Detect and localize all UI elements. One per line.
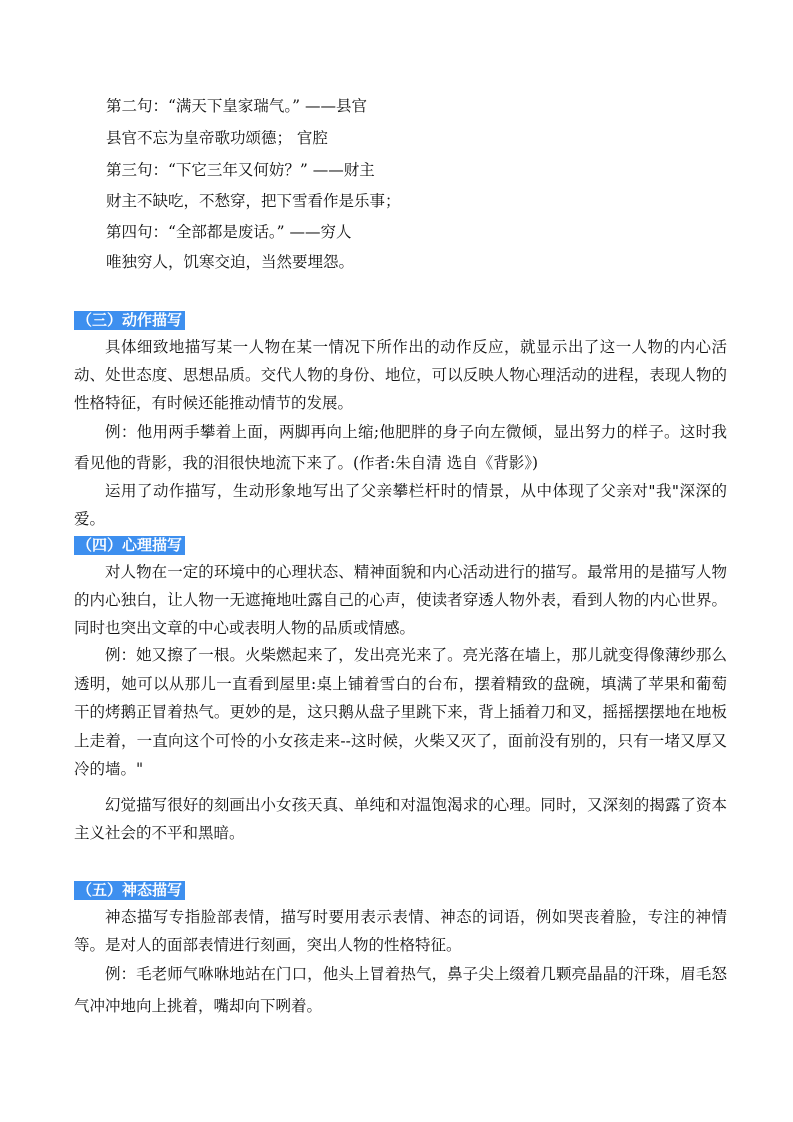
section-comment: 运用了动作描写，生动形象地写出了父亲攀栏杆时的情景，从中体现了父亲对"我"深深的爱。 xyxy=(74,482,727,528)
section-heading-psychology: （四）心理描写 xyxy=(74,536,185,555)
section-heading-expression: （五）神态描写 xyxy=(74,881,185,900)
section-definition: 神态描写专指脸部表情，描写时要用表示表情、神态的词语，例如哭丧着脸，专注的神情等。是对人的面部表情进行刻画，突出人物的性格特征。 xyxy=(74,908,727,954)
section-example: 例：毛老师气咻咻地站在门口，他头上冒着热气，鼻子尖上缀着几颗亮晶晶的汗珠，眉毛怒气冲冲地向上挑着，嘴却向下咧着。 xyxy=(74,965,727,1015)
section-comment: 幻觉描写很好的刻画出小女孩天真、单纯和对温饱渴求的心理。同时，又深刻的揭露了资本主义社会的不平和黑暗。 xyxy=(74,796,727,842)
analysis-line: 财主不缺吃，不愁穿，把下雪看作是乐事； xyxy=(106,192,401,210)
analysis-line: 唯独穷人，饥寒交迫，当然要埋怨。 xyxy=(106,253,355,271)
analysis-line: 第三句：“下它三年又何妨？” ——财主 xyxy=(106,161,375,179)
analysis-line: 县官不忘为皇帝歌功颂德； 官腔 xyxy=(106,129,328,147)
analysis-line: 第四句：“全部都是废话。” ——穷人 xyxy=(106,223,352,241)
section-heading-action: （三）动作描写 xyxy=(74,311,185,330)
section-example: 例：他用两手攀着上面，两脚再向上缩;他肥胖的身子向左微倾，显出努力的样子。这时我看见他的背影，我的泪很快地流下来了。(作者:朱自清 选自《背影》) xyxy=(74,423,727,472)
section-definition: 具体细致地描写某一人物在某一情况下所作出的动作反应，就显示出了这一人物的内心活动、处世态度、思想品质。交代人物的身份、地位，可以反映人物心理活动的进程，表现人物的性格特征，有时候还能推动情节的发展。 xyxy=(74,338,727,412)
analysis-line: 第二句：“满天下皇家瑞气。” ——县官 xyxy=(106,97,368,115)
section-example: 例：她又擦了一根。火柴燃起来了，发出亮光来了。亮光落在墙上，那儿就变得像薄纱那么透明，她可以从那儿一直看到屋里:桌上铺着雪白的台布，摆着精致的盘碗，填满了苹果和葡萄干的烤鹅正冒着热气。更妙的是，这只鹅从盘子里跳下来，背上插着刀和叉，摇摇摆摆地在地板上走着，一直向这个可怜的小女孩走来--这时候，火柴又灭了，面前没有别的，只有一堵又厚又冷的墙。" xyxy=(74,646,727,778)
section-definition: 对人物在一定的环境中的心理状态、精神面貌和内心活动进行的描写。最常用的是描写人物的内心独白，让人物一无遮掩地吐露自己的心声，使读者穿透人物外表，看到人物的内心世界。同时也突出文章的中心或表明人物的品质或情感。 xyxy=(74,563,727,637)
